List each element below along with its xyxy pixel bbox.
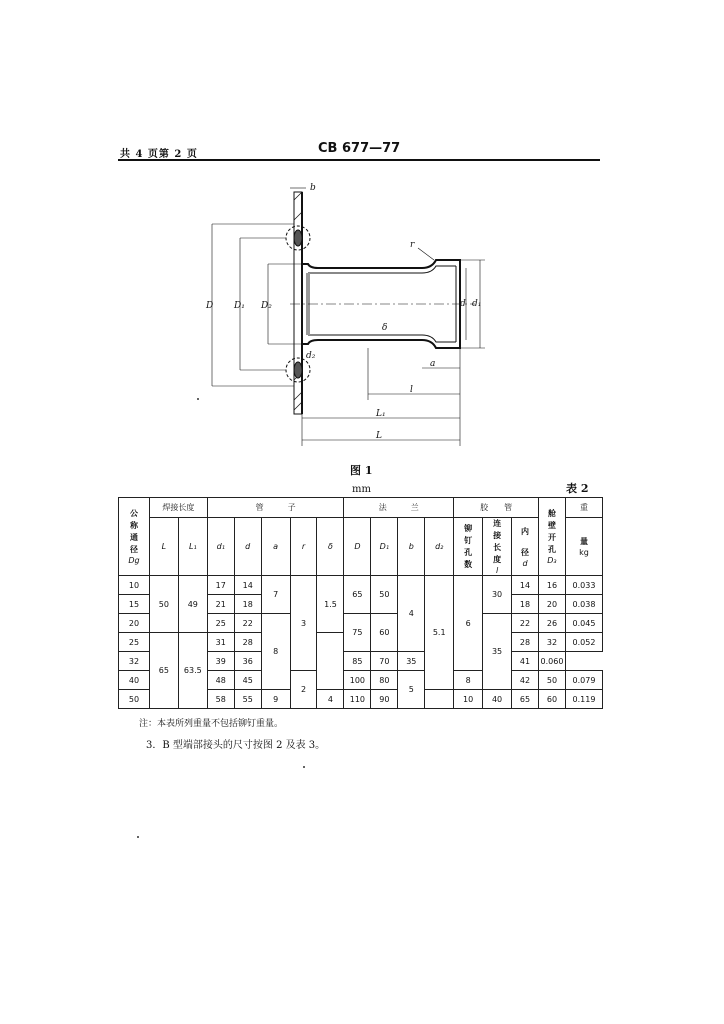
table-row: 32 39 36 85 70 35 41 0.060 (119, 652, 603, 671)
sub-d1: d₁ (207, 518, 234, 576)
col-weight: 重 (565, 498, 602, 518)
sub-weight: 量 kg (565, 518, 602, 576)
sub-conn: 连接长度 l (483, 518, 512, 576)
label-L: L (376, 431, 382, 441)
table-row: 50 58 55 9 4 110 90 10 40 65 60 0.119 (119, 690, 603, 709)
table-row: 15 21 18 18 20 0.038 (119, 595, 603, 614)
dimension-table (118, 497, 603, 709)
label-l: l (410, 385, 413, 395)
sub-b: b (398, 518, 425, 576)
sub-rivets: 铆钉孔数 (454, 518, 483, 576)
label-d2: d₂ (306, 351, 316, 361)
sub-d: d (234, 518, 261, 576)
sub-inner: 内 径 d (512, 518, 539, 576)
figure-caption: 图 1 (350, 464, 373, 477)
sub-delta: δ (317, 518, 344, 576)
table-note: 注：本表所列重量不包括铆钉重量。 (139, 719, 284, 729)
scan-speck (137, 836, 139, 838)
label-d1: d₁ (472, 299, 482, 309)
table-row: 20 25 22 8 75 60 35 22 26 0.045 (119, 614, 603, 633)
page-info: 共 4 页第 2 页 (120, 149, 198, 160)
table-row: 25 65 63.5 31 28 28 32 0.052 (119, 633, 603, 652)
label-D2: D₂ (261, 301, 272, 311)
dim-lines (212, 188, 485, 446)
table-header-row (119, 498, 603, 518)
sub-r: r (290, 518, 317, 576)
col-weld: 焊接长度 (149, 498, 207, 518)
body-paragraph: 3．B 型端部接头的尺寸按图 2 及表 3。 (146, 740, 326, 751)
sub-d2: d₂ (425, 518, 454, 576)
label-delta: δ (382, 323, 388, 333)
col-nominal: 公称通径 Dg (119, 498, 150, 576)
technical-drawing (190, 180, 490, 455)
col-pipe: 管 子 (207, 498, 344, 518)
label-d: d (460, 299, 466, 309)
label-r: r (410, 240, 415, 250)
label-a: a (430, 359, 436, 369)
label-D: D (206, 301, 214, 311)
label-D1: D₁ (234, 301, 245, 311)
standard-number: CB 677—77 (318, 141, 401, 156)
label-L1: L₁ (376, 409, 386, 419)
unit-label: mm (352, 484, 371, 495)
flange-plate (294, 192, 302, 414)
sub-L1: L₁ (178, 518, 207, 576)
table-subheader-row (119, 518, 603, 576)
col-flange: 法 兰 (344, 498, 454, 518)
sub-a: a (261, 518, 290, 576)
sub-D1: D₁ (371, 518, 398, 576)
label-b: b (310, 183, 316, 193)
sub-D: D (344, 518, 371, 576)
col-bulkhead: 舱壁开孔 D₃ (538, 498, 565, 576)
sub-L: L (149, 518, 178, 576)
table-row: 40 48 45 2 100 80 5 8 42 50 0.079 (119, 671, 603, 690)
col-rubber: 胶 管 (454, 498, 539, 518)
table-number: 表 2 (566, 482, 589, 495)
scan-speck (197, 398, 199, 400)
header-rule (118, 159, 600, 161)
table-row: 10 50 49 17 14 7 3 1.5 65 50 4 5.1 6 30 14 16 0.033 (119, 576, 603, 595)
scan-speck (303, 766, 305, 768)
